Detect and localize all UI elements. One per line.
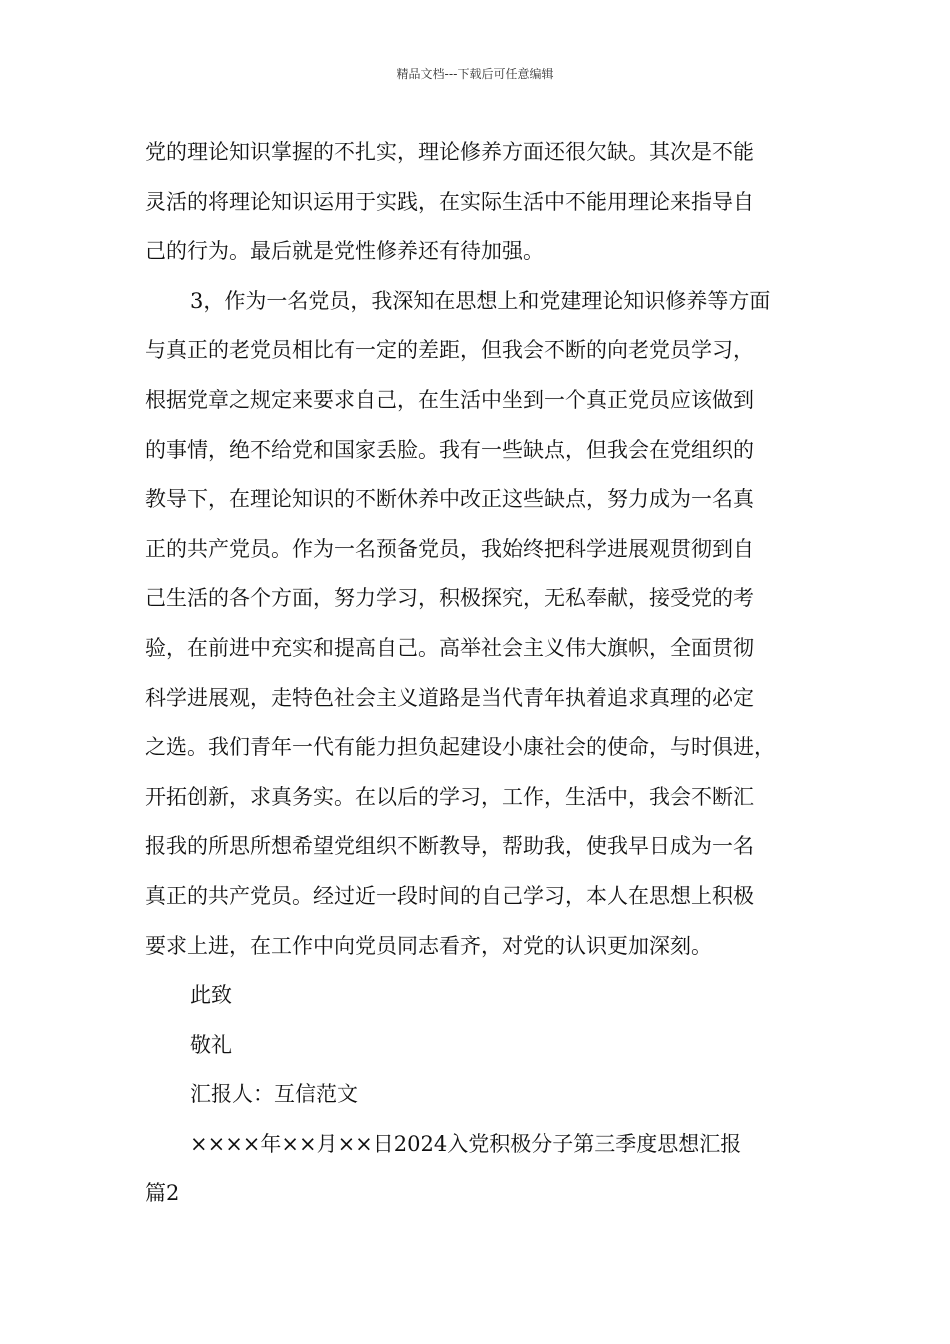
text-line: 真正的共产党员。经过近一段时间的自己学习，本人在思想上积极 — [145, 883, 754, 908]
text-line: 开拓创新，求真务实。在以后的学习，工作，生活中，我会不断汇 — [145, 784, 754, 809]
paragraph-point-3 — [145, 277, 825, 971]
closing-regards — [145, 1021, 825, 1071]
text-line: 根据党章之规定来要求自己，在生活中坐到一个真正党员应该做到 — [145, 387, 754, 412]
reporter-signature — [145, 1070, 825, 1120]
text-line: 篇2 — [145, 1181, 180, 1206]
text-line: 此致 — [190, 983, 232, 1008]
text-line: 要求上进，在工作中向党员同志看齐，对党的认识更加深刻。 — [145, 933, 712, 958]
page-header: 精品文档---下载后可任意编辑 — [396, 67, 554, 81]
paragraph-continuation — [145, 128, 825, 277]
text-line: 与真正的老党员相比有一定的差距，但我会不断的向老党员学习， — [145, 338, 754, 363]
text-line: 3，作为一名党员，我深知在思想上和党建理论知识修养等方面 — [190, 288, 771, 313]
text-line: 正的共产党员。作为一名预备党员，我始终把科学进展观贯彻到自 — [145, 536, 754, 561]
text-line: ××××年××月××日2024入党积极分子第三季度思想汇报 — [190, 1131, 742, 1156]
text-line: 之选。我们青年一代有能力担负起建设小康社会的使命，与时俱进， — [145, 735, 775, 760]
text-line: 报我的所思所想希望党组织不断教导，帮助我，使我早日成为一名 — [145, 834, 754, 859]
text-line: 验，在前进中充实和提高自己。高举社会主义伟大旗帜，全面贯彻 — [145, 635, 754, 660]
text-line: 灵活的将理论知识运用于实践，在实际生活中不能用理论来指导自 — [145, 189, 754, 214]
text-line: 汇报人：互信范文 — [190, 1082, 358, 1107]
date-and-next-title — [145, 1120, 825, 1219]
closing-salutation — [145, 971, 825, 1021]
text-line: 己的行为。最后就是党性修养还有待加强。 — [145, 239, 544, 264]
text-line: 己生活的各个方面，努力学习，积极探究，无私奉献，接受党的考 — [145, 586, 754, 611]
text-line: 敬礼 — [190, 1032, 232, 1057]
text-line: 科学进展观，走特色社会主义道路是当代青年执着追求真理的必定 — [145, 685, 754, 710]
text-line: 教导下，在理论知识的不断休养中改正这些缺点，努力成为一名真 — [145, 487, 754, 512]
document-body — [145, 128, 825, 1219]
text-line: 的事情，绝不给党和国家丢脸。我有一些缺点，但我会在党组织的 — [145, 437, 754, 462]
text-line: 党的理论知识掌握的不扎实，理论修养方面还很欠缺。其次是不能 — [145, 140, 754, 164]
